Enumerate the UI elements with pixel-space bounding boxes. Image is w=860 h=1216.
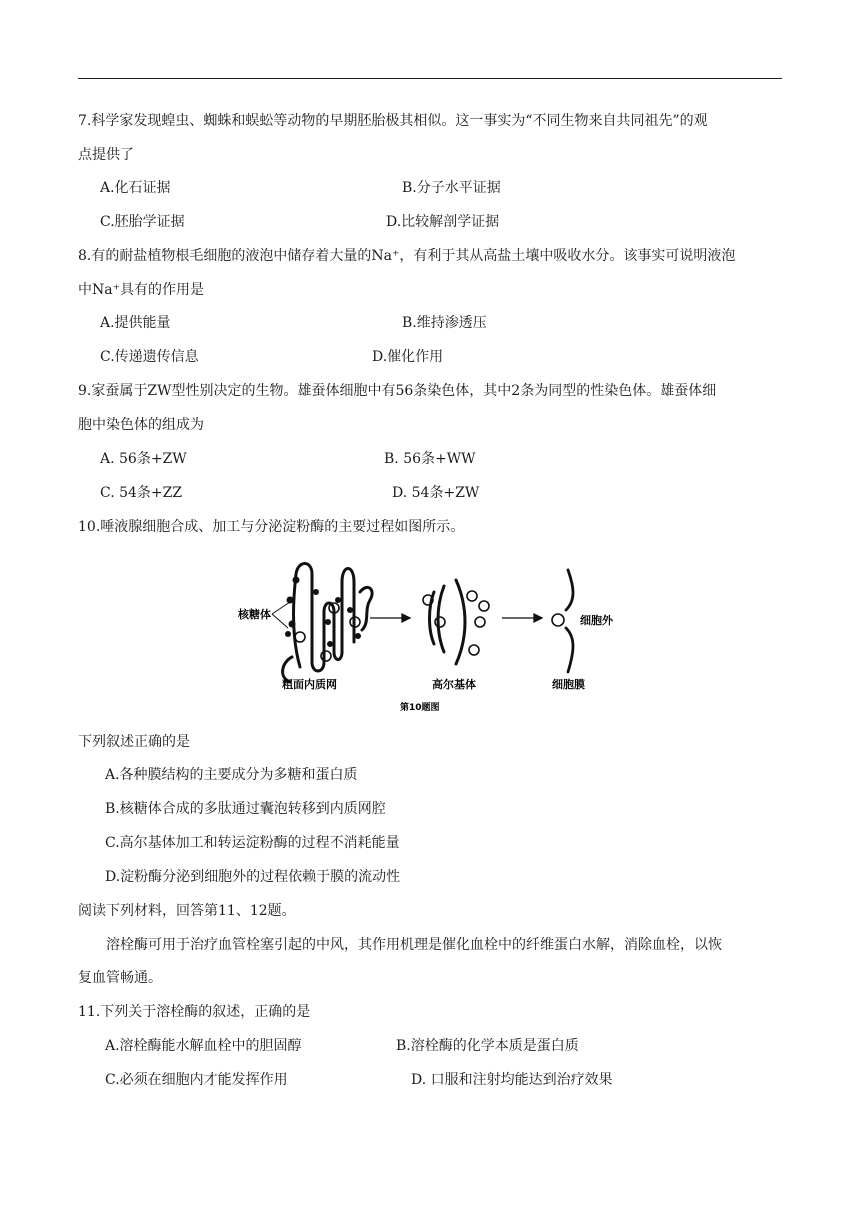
q9-option-b: B. 56条+WW (384, 451, 476, 467)
q11-option-c: C.必须在细胞内才能发挥作用 (105, 1072, 288, 1088)
q10-prompt: 下列叙述正确的是 (78, 734, 190, 750)
reading-paragraph-line2: 复血管畅通。 (78, 970, 162, 986)
q9-stem-line1: 9.家蚕属于ZW型性别决定的生物。雄蚕体细胞中有56条染色体，其中2条为同型的性染色体。雄蚕体细 (78, 383, 717, 399)
reading-paragraph-line1: 溶栓酶可用于治疗血管栓塞引起的中风，其作用机理是催化血栓中的纤维蛋白水解，消除血栓，以恢 (106, 937, 722, 953)
label-ribosome: 核糖体 (238, 608, 271, 621)
q8-option-d: D.催化作用 (372, 349, 444, 365)
q10-option-c: C.高尔基体加工和转运淀粉酶的过程不消耗能量 (105, 835, 400, 851)
q11-option-b: B.溶栓酶的化学本质是蛋白质 (396, 1038, 579, 1054)
q9-option-d: D. 54条+ZW (392, 485, 480, 501)
arrow-er-to-golgi (370, 614, 410, 622)
label-outside: 细胞外 (580, 614, 613, 627)
q8-option-a: A.提供能量 (100, 315, 171, 331)
q11-option-d: D. 口服和注射均能达到治疗效果 (411, 1072, 613, 1088)
q8-stem-line1: 8.有的耐盐植物根毛细胞的液泡中储存着大量的Na⁺，有利于其从高盐土壤中吸收水分。该事实可说明液泡 (78, 248, 736, 264)
label-membrane: 细胞膜 (552, 678, 585, 691)
q8-option-b: B.维持渗透压 (402, 315, 487, 331)
reading-intro: 阅读下列材料，回答第11、12题。 (78, 903, 296, 919)
q11-option-a: A.溶栓酶能水解血栓中的胆固醇 (105, 1038, 302, 1054)
q7-stem-line1: 7.科学家发现蝗虫、蜘蛛和蜈蚣等动物的早期胚胎极其相似。这一事实为“不同生物来自共同祖先”的观 (78, 113, 708, 129)
q10-stem: 10.唾液腺细胞合成、加工与分泌淀粉酶的主要过程如图所示。 (78, 519, 465, 535)
q7-option-b: B.分子水平证据 (402, 180, 501, 196)
q11-stem: 11.下列关于溶栓酶的叙述，正确的是 (78, 1004, 311, 1020)
label-golgi: 高尔基体 (432, 678, 476, 691)
q9-option-c: C. 54条+ZZ (100, 485, 183, 501)
secretion-pathway-figure (230, 552, 630, 717)
q10-option-a: A.各种膜结构的主要成分为多糖和蛋白质 (105, 767, 358, 783)
q7-stem-line2: 点提供了 (78, 147, 134, 163)
q7-option-c: C.胚胎学证据 (100, 214, 185, 230)
q10-option-b: B.核糖体合成的多肽通过囊泡转移到内质网腔 (105, 801, 386, 817)
arrow-golgi-to-membrane (502, 614, 542, 622)
q9-stem-line2: 胞中染色体的组成为 (78, 417, 204, 433)
q7-option-a: A.化石证据 (100, 180, 171, 196)
header-rule (78, 78, 782, 79)
q10-option-d: D.淀粉酶分泌到细胞外的过程依赖于膜的流动性 (105, 869, 401, 885)
cell-membrane-diagram (566, 570, 573, 672)
q9-option-a: A. 56条+ZW (100, 451, 187, 467)
label-er: 粗面内质网 (282, 678, 337, 691)
figure-caption: 第10题图 (400, 703, 440, 713)
q8-option-c: C.传递遗传信息 (100, 349, 199, 365)
q8-stem-line2: 中Na⁺具有的作用是 (78, 282, 204, 298)
q7-option-d: D.比较解剖学证据 (386, 214, 500, 230)
